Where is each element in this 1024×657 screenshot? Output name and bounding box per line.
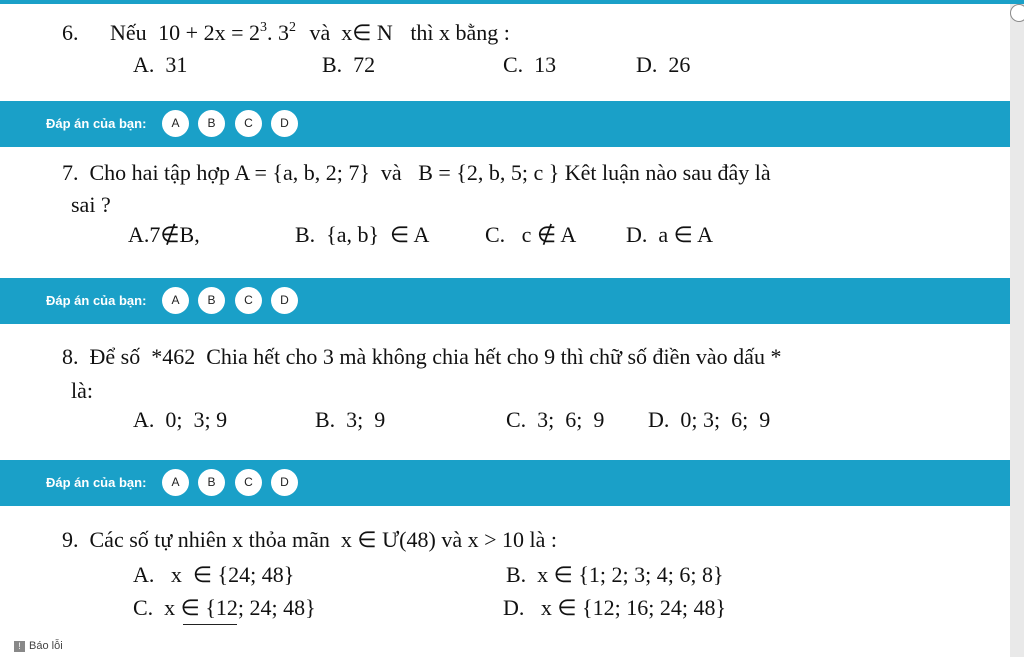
answer-choice-d[interactable]: D (271, 110, 298, 137)
answer-choice-d[interactable]: D (271, 287, 298, 314)
answer-bar-q6 (0, 101, 1010, 147)
handwritten-underline (183, 624, 237, 625)
q6-option-c: C. 13 (503, 52, 557, 77)
answer-choice-a[interactable]: A (162, 110, 189, 137)
q6-number: 6. (62, 20, 79, 45)
circle-control-icon[interactable] (1010, 4, 1024, 22)
answer-bar-label: Đáp án của bạn: (46, 475, 147, 490)
answer-bar-q7 (0, 278, 1010, 324)
answer-choice-c[interactable]: C (235, 110, 262, 137)
report-label: Báo lỗi (29, 640, 63, 652)
q6-expression: 10 + 2x = 2 (158, 20, 260, 45)
q8-line-2: là: (71, 378, 93, 403)
q6-exponent-2: 2 (288, 20, 296, 35)
q7-option-c: C. c ∉ A (485, 222, 577, 247)
answer-choice-a[interactable]: A (162, 287, 189, 314)
answer-bar-label: Đáp án của bạn: (46, 116, 147, 131)
answer-choice-d[interactable]: D (271, 469, 298, 496)
q7-line-2: sai ? (71, 192, 111, 217)
q6-option-a: A. 31 (133, 52, 188, 77)
q8-option-c: C. 3; 6; 9 (506, 407, 605, 432)
right-gutter (1010, 4, 1024, 657)
q7-option-d: D. a ∈ A (626, 222, 713, 247)
q6-option-b: B. 72 (322, 52, 376, 77)
answer-bar-q8 (0, 460, 1010, 506)
q9-option-b: B. x ∈ {1; 2; 3; 4; 6; 8} (506, 562, 724, 587)
q6-condition: và x∈ N (309, 20, 393, 45)
answer-choice-c[interactable]: C (235, 287, 262, 314)
q7-option-b: B. {a, b} ∈ A (295, 222, 430, 247)
answer-choice-a[interactable]: A (162, 469, 189, 496)
answer-choice-b[interactable]: B (198, 287, 225, 314)
alert-icon: ! (14, 641, 25, 652)
answer-choice-b[interactable]: B (198, 110, 225, 137)
q6-expression-2: . 3 (266, 20, 289, 45)
question-6-text (62, 20, 510, 46)
answer-bar-label: Đáp án của bạn: (46, 293, 147, 308)
q9-option-c: C. x ∈ {12; 24; 48} (133, 595, 316, 620)
q9-option-d: D. x ∈ {12; 16; 24; 48} (503, 595, 727, 620)
q7-line-1: 7. Cho hai tập hợp A = {a, b, 2; 7} và B = {2, b, 5; c } Kêt luận nào sau đây là (62, 160, 771, 185)
q6-exponent-1: 3 (259, 20, 267, 35)
q8-option-a: A. 0; 3; 9 (133, 407, 228, 432)
q6-word-if: Nếu (110, 20, 147, 45)
answer-choice-c[interactable]: C (235, 469, 262, 496)
q9-option-a: A. x ∈ {24; 48} (133, 562, 295, 587)
q9-line-1: 9. Các số tự nhiên x thỏa mãn x ∈ Ư(48) và x > 10 là : (62, 527, 557, 552)
q6-option-d: D. 26 (636, 52, 691, 77)
report-error-link[interactable] (14, 640, 63, 652)
q6-question: thì x bằng : (410, 20, 510, 45)
q7-option-a: A.7∉B, (128, 222, 200, 247)
answer-choice-b[interactable]: B (198, 469, 225, 496)
q8-line-1: 8. Để số *462 Chia hết cho 3 mà không chia hết cho 9 thì chữ số điền vào dấu * (62, 344, 782, 369)
q8-option-d: D. 0; 3; 6; 9 (648, 407, 771, 432)
q8-option-b: B. 3; 9 (315, 407, 386, 432)
